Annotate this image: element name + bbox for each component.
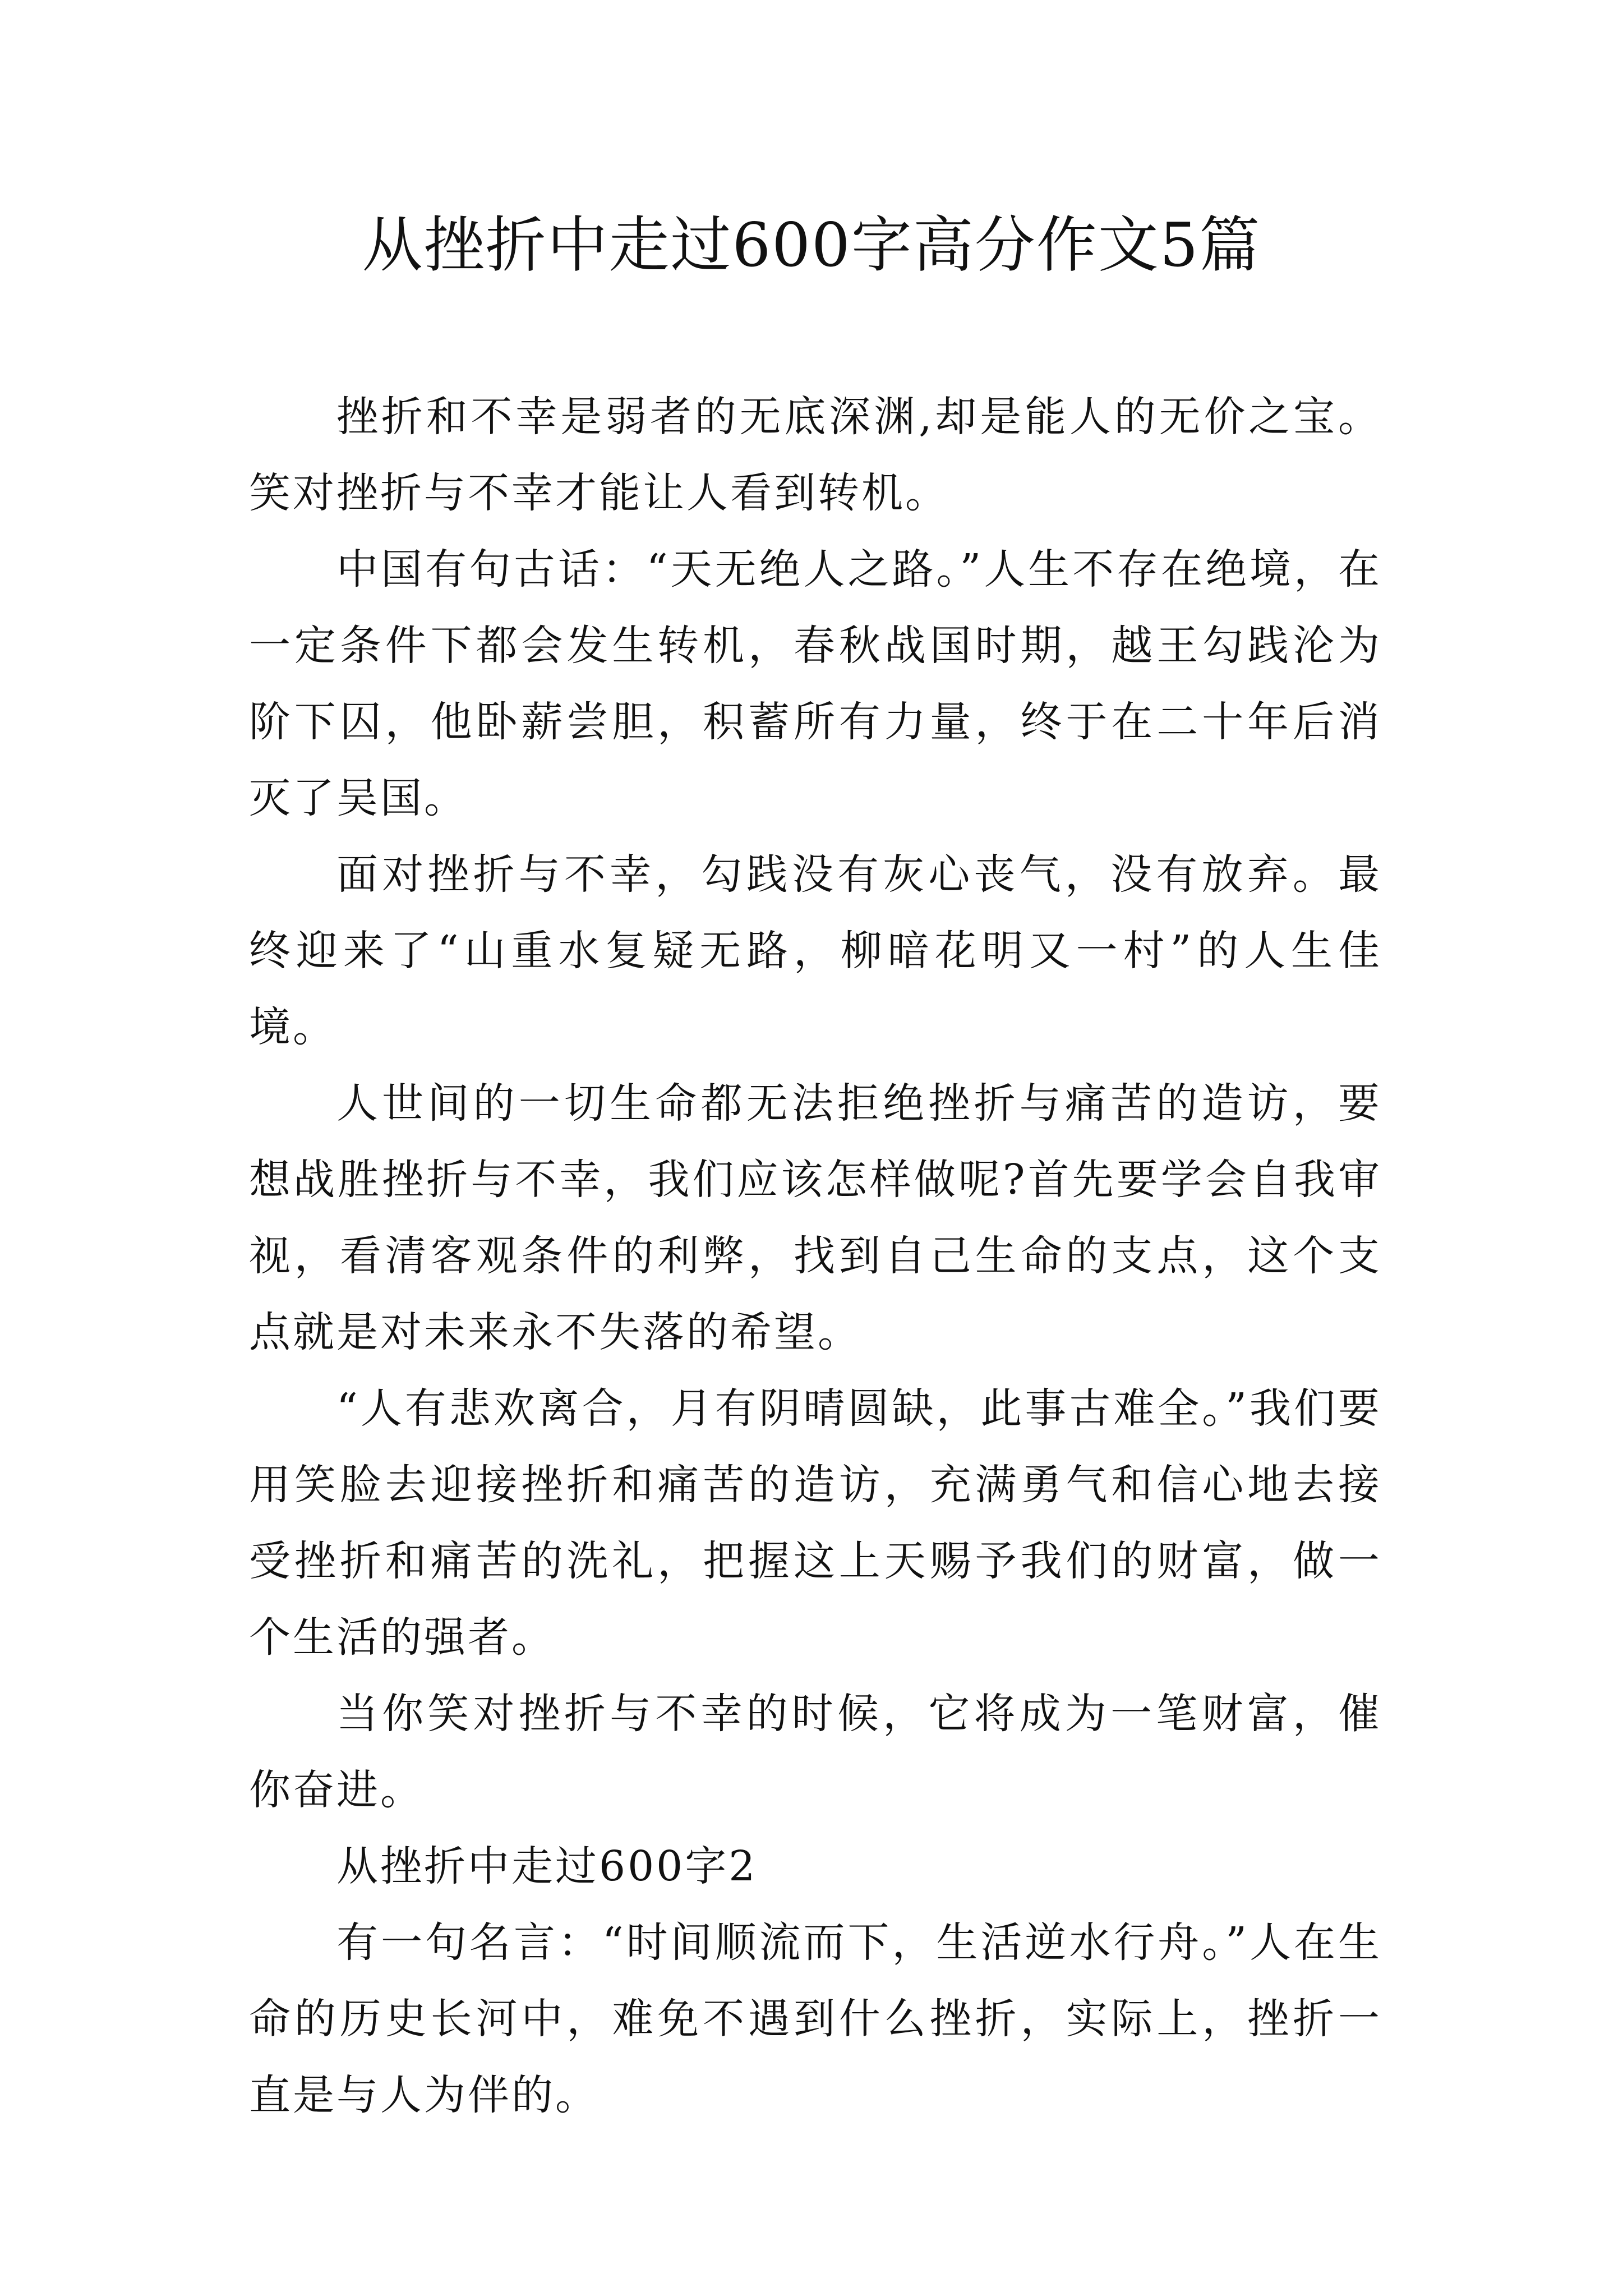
paragraph-3: 面对挫折与不幸，勾践没有灰心丧气，没有放弃。最终迎来了“山重水复疑无路，柳暗花明又一村”的人生佳境。	[249, 850, 1382, 1051]
paragraph-1: 挫折和不幸是弱者的无底深渊,却是能人的无价之宝。笑对挫折与不幸才能让人看到转机。	[249, 393, 1382, 517]
paragraph-7: 有一句名言：“时间顺流而下，生活逆水行舟。”人在生命的历史长河中，难免不遇到什么挫折，实际上，挫折一直是与人为伴的。	[249, 1918, 1382, 2119]
paragraph-4: 人世间的一切生命都无法拒绝挫折与痛苦的造访，要想战胜挫折与不幸，我们应该怎样做呢?首先要学会自我审视，看清客观条件的利弊，找到自己生命的支点，这个支点就是对未来永不失落的希望。	[249, 1079, 1382, 1356]
paragraph-5: “人有悲欢离合，月有阴晴圆缺，此事古难全。”我们要用笑脸去迎接挫折和痛苦的造访，充满勇气和信心地去接受挫折和痛苦的洗礼，把握这上天赐予我们的财富，做一个生活的强者。	[249, 1384, 1382, 1662]
document-title: 从挫折中走过600字高分作文5篇	[362, 210, 1261, 280]
section-heading-2: 从挫折中走过600字2	[336, 1842, 758, 1890]
paragraph-2: 中国有句古话：“天无绝人之路。”人生不存在绝境，在一定条件下都会发生转机，春秋战国时期，越王勾践沦为阶下囚，他卧薪尝胆，积蓄所有力量，终于在二十年后消灭了吴国。	[249, 545, 1382, 822]
document-body	[249, 379, 1382, 2133]
paragraph-6: 当你笑对挫折与不幸的时候，它将成为一笔财富，催你奋进。	[249, 1690, 1382, 1814]
